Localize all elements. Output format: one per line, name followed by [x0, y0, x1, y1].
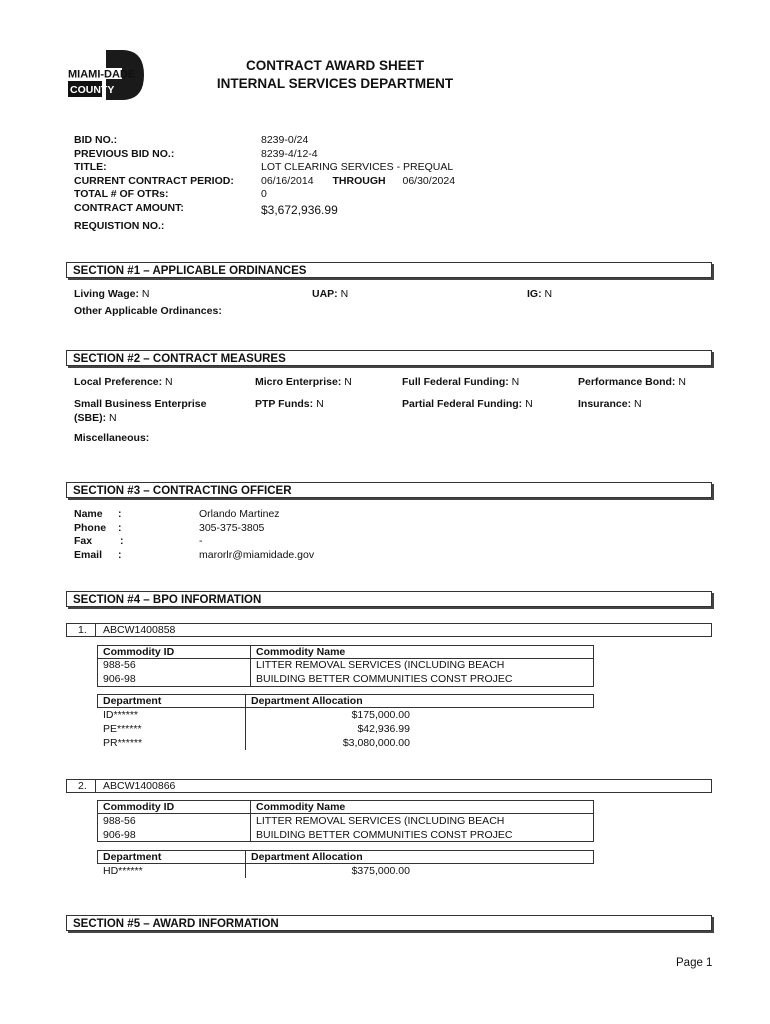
- bid-no: 8239-0/24: [261, 134, 309, 146]
- partfed-label: Partial Federal Funding:: [402, 398, 523, 410]
- bpo-2-c1-id: 988-56: [103, 815, 136, 827]
- period-start: 06/16/2014: [261, 174, 314, 187]
- bpo-2-c1-name: LITTER REMOVAL SERVICES (INCLUDING BEACH: [256, 815, 505, 827]
- officer-labels: [74, 508, 194, 562]
- bpo-1-commodity-id-header: Commodity ID: [103, 646, 175, 658]
- fax-colon: :: [120, 535, 124, 547]
- bpo-1-c2-id: 906-98: [103, 673, 136, 685]
- bpo-1-c1-id: 988-56: [103, 659, 136, 671]
- fax-label: Fax: [74, 535, 93, 547]
- officer-email-row: [74, 549, 194, 563]
- living-wage: [74, 288, 149, 302]
- ptp-label: PTP Funds:: [255, 398, 314, 410]
- page-number: Page 1: [676, 957, 713, 969]
- section-2-header: SECTION #2 – CONTRACT MEASURES: [66, 350, 712, 366]
- ig-value: N: [544, 288, 553, 300]
- other-ordinances-label: Other Applicable Ordinances:: [74, 305, 222, 317]
- title-label: TITLE:: [74, 161, 107, 173]
- full-federal-funding: [402, 376, 519, 390]
- bond-label: Performance Bond:: [578, 376, 676, 388]
- bpo-2-c2-name: BUILDING BETTER COMMUNITIES CONST PROJEC: [256, 829, 513, 841]
- bpo-2-c2-id: 906-98: [103, 829, 136, 841]
- officer-phone-row: [74, 522, 194, 536]
- sbe: [74, 398, 206, 425]
- bpo-2-alloc-header: Department Allocation: [251, 851, 363, 863]
- local-preference: [74, 376, 173, 390]
- period-end: 06/30/2024: [402, 174, 456, 187]
- fullfed-label: Full Federal Funding:: [402, 376, 509, 388]
- period-value: [261, 175, 521, 189]
- section-5-header: SECTION #5 – AWARD INFORMATION: [66, 915, 712, 931]
- uap-label: UAP:: [312, 288, 338, 300]
- info-labels: [74, 134, 254, 234]
- info-values: [261, 134, 521, 219]
- fullfed-value: N: [511, 376, 520, 388]
- bpo-1-alloc-1: $175,000.00: [351, 709, 410, 721]
- ins-value: N: [634, 398, 642, 410]
- through-label: THROUGH: [332, 174, 386, 187]
- bpo-1-num: 1.: [78, 624, 87, 636]
- bpo-1-dept-3: PR******: [103, 737, 143, 749]
- bond-value: N: [678, 376, 686, 388]
- bpo-2-dept-1: HD******: [103, 865, 143, 877]
- uap-value: N: [340, 288, 349, 300]
- name-colon: :: [118, 508, 122, 520]
- title-line-2: INTERNAL SERVICES DEPARTMENT: [216, 76, 454, 91]
- officer-name: Orlando Martinez: [199, 508, 280, 520]
- section-4-header: SECTION #4 – BPO INFORMATION: [66, 591, 712, 607]
- bpo-1-commodity-name-header: Commodity Name: [256, 646, 346, 658]
- bpo-1-dept-2: PE******: [103, 723, 142, 735]
- req-label: REQUISTION NO.:: [74, 220, 165, 232]
- sbe-label-1: Small Business Enterprise: [74, 398, 207, 410]
- partial-federal-funding: [402, 398, 533, 412]
- micro-value: N: [344, 376, 352, 388]
- sbe-value: N: [109, 411, 117, 424]
- officer-fax-row: [74, 535, 194, 549]
- officer-phone: 305-375-3805: [199, 521, 265, 534]
- otrs-value: 0: [261, 188, 267, 200]
- officer-name-row: [74, 508, 194, 522]
- bpo-2-dept-header: Department: [103, 851, 162, 863]
- performance-bond: [578, 376, 686, 390]
- insurance: [578, 398, 642, 412]
- officer-fax: -: [199, 535, 203, 547]
- svg-text:MIAMI-DADE: MIAMI-DADE: [68, 68, 136, 81]
- officer-values: [199, 508, 314, 562]
- bpo-2-alloc-1: $375,000.00: [351, 865, 410, 877]
- officer-email[interactable]: marorlr@miamidade.gov: [199, 548, 315, 561]
- partfed-value: N: [525, 398, 533, 410]
- bpo-1-alloc-2: $42,936.99: [357, 723, 410, 735]
- sbe-label-2: (SBE):: [74, 411, 107, 424]
- page-title: [160, 57, 510, 93]
- living-wage-label: Living Wage:: [74, 288, 139, 300]
- email-label: Email: [74, 548, 103, 561]
- uap: [312, 288, 348, 302]
- bpo-2-id: ABCW1400866: [103, 780, 176, 792]
- section-1-header: SECTION #1 – APPLICABLE ORDINANCES: [66, 262, 712, 278]
- miami-dade-logo: [66, 48, 146, 102]
- bid-no-label: BID NO.:: [74, 134, 118, 146]
- micro-label: Micro Enterprise:: [255, 376, 342, 388]
- ig-label: IG:: [527, 288, 542, 300]
- bpo-2-num: 2.: [78, 780, 87, 792]
- bpo-1-c2-name: BUILDING BETTER COMMUNITIES CONST PROJEC: [256, 673, 513, 685]
- micro-enterprise: [255, 376, 352, 390]
- title-value: LOT CLEARING SERVICES - PREQUAL: [261, 161, 454, 173]
- ptp-value: N: [316, 398, 324, 410]
- svg-text:COUNTY: COUNTY: [70, 84, 115, 96]
- bpo-2-commodity-id-header: Commodity ID: [103, 801, 175, 813]
- name-label: Name: [74, 508, 103, 520]
- section-3-header: SECTION #3 – CONTRACTING OFFICER: [66, 482, 712, 498]
- living-wage-value: N: [141, 288, 150, 300]
- bpo-1-c1-name: LITTER REMOVAL SERVICES (INCLUDING BEACH: [256, 659, 505, 671]
- phone-colon: :: [118, 521, 122, 534]
- period-label: CURRENT CONTRACT PERIOD:: [74, 174, 234, 187]
- ptp-funds: [255, 398, 324, 412]
- bpo-2-commodity-name-header: Commodity Name: [256, 801, 346, 813]
- bpo-1-dept-1: ID******: [103, 709, 139, 721]
- prev-bid-label: PREVIOUS BID NO.:: [74, 147, 175, 160]
- misc-label: Miscellaneous:: [74, 432, 150, 444]
- local-value: N: [165, 376, 173, 388]
- amount-value: $3,672,936.99: [261, 202, 338, 217]
- title-line-1: CONTRACT AWARD SHEET: [246, 58, 424, 73]
- bpo-1-id: ABCW1400858: [103, 624, 176, 636]
- bpo-1-dept-header: Department: [103, 695, 162, 707]
- ins-label: Insurance:: [578, 398, 632, 410]
- phone-label: Phone: [74, 521, 107, 534]
- otrs-label: TOTAL # OF OTRs:: [74, 188, 169, 200]
- email-colon: :: [118, 548, 122, 561]
- ig: [527, 288, 552, 302]
- bpo-1-alloc-header: Department Allocation: [251, 695, 363, 707]
- local-label: Local Preference:: [74, 376, 163, 388]
- amount-label: CONTRACT AMOUNT:: [74, 201, 184, 214]
- prev-bid: 8239-4/12-4: [261, 147, 318, 160]
- bpo-1-alloc-3: $3,080,000.00: [342, 737, 410, 749]
